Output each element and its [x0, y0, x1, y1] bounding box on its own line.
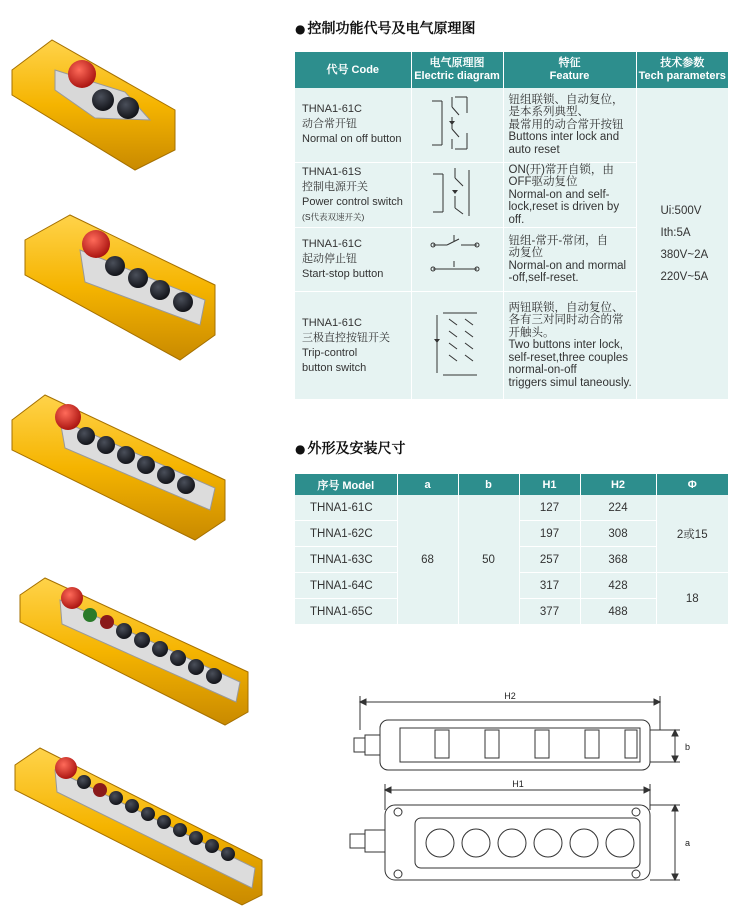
pendant-images [0, 0, 285, 914]
h2-label: H2 [504, 691, 516, 701]
dimension-drawing [340, 690, 700, 894]
start-stop-diagram-icon [427, 233, 487, 283]
code-cell: THNA1-61C 动合常开钮 Normal on off button [295, 88, 411, 162]
h2-cell: 428 [580, 573, 656, 599]
header-a: a [397, 474, 458, 495]
model-cell: THNA1-64C [295, 573, 397, 599]
emergency-stop-icon [61, 587, 83, 609]
model-cell: THNA1-61C [295, 495, 397, 521]
diagram-cell [411, 292, 503, 400]
header-feature: 特征 Feature [503, 52, 636, 88]
b-cell: 50 [458, 495, 519, 625]
code-cell: THNA1-61C 起动停止钮 Start-stop button [295, 228, 411, 292]
h1-cell: 127 [519, 495, 580, 521]
emergency-stop-icon [68, 60, 96, 88]
model-cell: THNA1-62C [295, 521, 397, 547]
h2-cell: 224 [580, 495, 656, 521]
diagram-cell [411, 162, 503, 228]
feature-cell: 钮组联锁、自动复位， 是本系列典型、 最常用的动合常开按钮 Buttons inter lock and auto reset [503, 88, 636, 162]
header-code: 代号 Code [295, 52, 411, 88]
table-header [295, 52, 728, 88]
switch-diagram-icon [427, 93, 487, 153]
pendant-8-button [20, 578, 248, 725]
h1-cell: 317 [519, 573, 580, 599]
header-b: b [458, 474, 519, 495]
section-title-dimensions: ● 外形及安装尺寸 [295, 441, 406, 457]
header-phi: Φ [656, 474, 728, 495]
code-cell: THNA1-61S 控制电源开关 Power control switch (S代表双速开关) [295, 162, 411, 228]
code-cell: THNA1-61C 三极直控按钮开关 Trip-control button switch [295, 292, 411, 400]
emergency-stop-icon [55, 757, 77, 779]
model-cell: THNA1-63C [295, 547, 397, 573]
section-title-control: ● 控制功能代号及电气原理图 [295, 21, 476, 37]
control-function-table [295, 52, 728, 400]
dimensions-table [295, 474, 728, 625]
h2-cell: 368 [580, 547, 656, 573]
pendant-6-button [12, 395, 225, 540]
trip-control-diagram-icon [427, 309, 487, 379]
model-cell: THNA1-65C [295, 599, 397, 625]
phi-cell: 18 [656, 573, 728, 625]
h1-cell: 197 [519, 521, 580, 547]
table-header [295, 474, 728, 495]
feature-cell: ON(开)常开自锁，由 OFF驱动复位 Normal-on and self- lock,reset is driven by off. [503, 162, 636, 228]
h2-cell: 308 [580, 521, 656, 547]
h2-cell: 488 [580, 599, 656, 625]
h1-cell: 257 [519, 547, 580, 573]
phi-cell: 2或15 [656, 495, 728, 573]
header-diagram: 电气原理图 Electric diagram [411, 52, 503, 88]
outline-drawing [340, 690, 700, 890]
feature-cell: 钮组-常开-常闭，自 动复位 Normal-on and mormal -off,self-reset. [503, 228, 636, 292]
emergency-stop-icon [55, 404, 81, 430]
switch-diagram-icon [427, 166, 487, 220]
table-row [295, 495, 728, 521]
h1-cell: 377 [519, 599, 580, 625]
pendant-10-button [15, 748, 262, 905]
tech-params-cell: Ui:500V Ith:5A 380V~2A 220V~5A [636, 88, 728, 400]
b-label: b [685, 742, 691, 752]
product-photos [0, 0, 285, 914]
pendant-4-button [25, 215, 215, 360]
diagram-cell [411, 228, 503, 292]
header-h1: H1 [519, 474, 580, 495]
a-label: a [685, 838, 691, 848]
table-row [295, 88, 728, 162]
header-tech: 技术参数 Tech parameters [636, 52, 728, 88]
h1-label: H1 [512, 779, 524, 789]
header-model: 序号 Model [295, 474, 397, 495]
diagram-cell [411, 88, 503, 162]
header-h2: H2 [580, 474, 656, 495]
pendant-2-button [12, 40, 175, 170]
feature-cell: 两钮联锁，自动复位、 各有三对同时动合的常 开触头。 Two buttons inter lock, self-reset,three couples normal-on-off triggers simul taneously. [503, 292, 636, 400]
emergency-stop-icon [82, 230, 110, 258]
a-cell: 68 [397, 495, 458, 625]
